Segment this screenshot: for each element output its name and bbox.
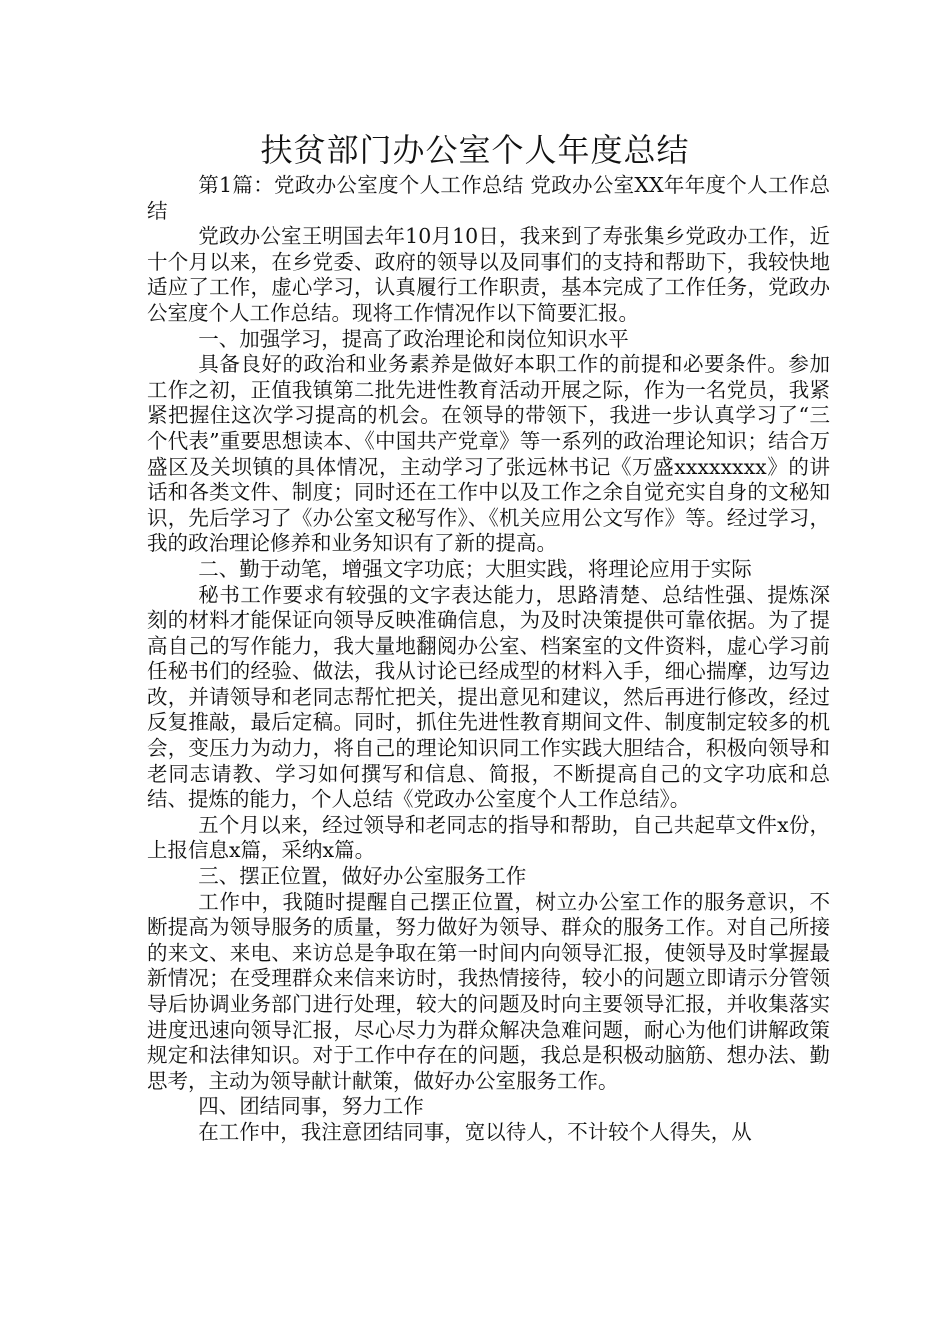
paragraph-section-label: 第1篇：党政办公室度个人工作总结 党政办公室XX年年度个人工作总结 xyxy=(147,173,830,223)
paragraph-writing: 秘书工作要求有较强的文字表达能力，思路清楚、总结性强、提炼深刻的材料才能保证向领导反映准确信息，为及时决策提供可靠依据。为了提高自己的写作能力，我大量地翻阅办公室、档案室的文件资料，虚心学习前任秘书们的经验、做法，我从讨论已经成型的材料入手，细心揣摩，边写边改，并请领导和老同志帮忙把关，提出意见和建议，然后再进行修改，经过反复推敲，最后定稿。同时，抓住先进性教育期间文件、制度制定较多的机会，变压力为动力，将自己的理论知识同工作实践大胆结合，积极向领导和老同志请教、学习如何撰写和信息、简报，不断提高自己的文字功底和总结、提炼的能力，个人总结《党政办公室度个人工作总结》。 xyxy=(147,582,830,812)
document-title: 扶贫部门办公室个人年度总结 xyxy=(260,131,690,169)
heading-4: 四、团结同事，努力工作 xyxy=(198,1094,424,1119)
heading-1: 一、加强学习，提高了政治理论和岗位知识水平 xyxy=(198,326,629,351)
paragraph-study: 具备良好的政治和业务素养是做好本职工作的前提和必要条件。参加工作之初，正值我镇第二批先进性教育活动开展之际，作为一名党员，我紧紧把握住这次学习提高的机会。在领导的带领下，我进一步认真学习了“三个代表”重要思想读本、《中国共产党章》等一系列的政治理论知识；结合万盛区及关坝镇的具体情况，主动学习了张远林书记《万盛xxxxxxxx》的讲话和各类文件、制度；同时还在工作中以及工作之余自觉充实自身的文秘知识，先后学习了《办公室文秘写作》、《机关应用公文写作》等。经过学习，我的政治理论修养和业务知识有了新的提高。 xyxy=(147,352,830,556)
document-body xyxy=(147,173,830,1146)
paragraph-output: 五个月以来，经过领导和老同志的指导和帮助，自己共起草文件x份，上报信息x篇，采纳x篇。 xyxy=(147,812,830,863)
paragraph-intro: 党政办公室王明国去年10月10日，我来到了寿张集乡党政办工作，近十个月以来，在乡党委、政府的领导以及同事们的支持和帮助下，我较快地适应了工作，虚心学习，认真履行工作职责，基本完成了工作任务，党政办公室度个人工作总结。现将工作情况作以下简要汇报。 xyxy=(147,224,830,325)
heading-2: 二、勤于动笔，增强文字功底；大胆实践，将理论应用于实际 xyxy=(198,556,752,581)
heading-3: 三、摆正位置，做好办公室服务工作 xyxy=(198,864,527,889)
paragraph-service: 工作中，我随时提醒自己摆正位置，树立办公室工作的服务意识，不断提高为领导服务的质量，努力做好为领导、群众的服务工作。对自己所接的来文、来电、来访总是争取在第一时间内向领导汇报，使领导及时掌握最新情况；在受理群众来信来访时，我热情接待，较小的问题立即请示分管领导后协调业务部门进行处理，较大的问题及时向主要领导汇报，并收集落实进度迅速向领导汇报，尽心尽力为群众解决急难问题，耐心为他们讲解政策规定和法律知识。对于工作中存在的问题，我总是积极动脑筋、想办法、勤思考，主动为领导献计献策，做好办公室服务工作。 xyxy=(147,889,830,1093)
paragraph-teamwork: 在工作中，我注意团结同事，宽以待人，不计较个人得失，从 xyxy=(198,1119,752,1144)
